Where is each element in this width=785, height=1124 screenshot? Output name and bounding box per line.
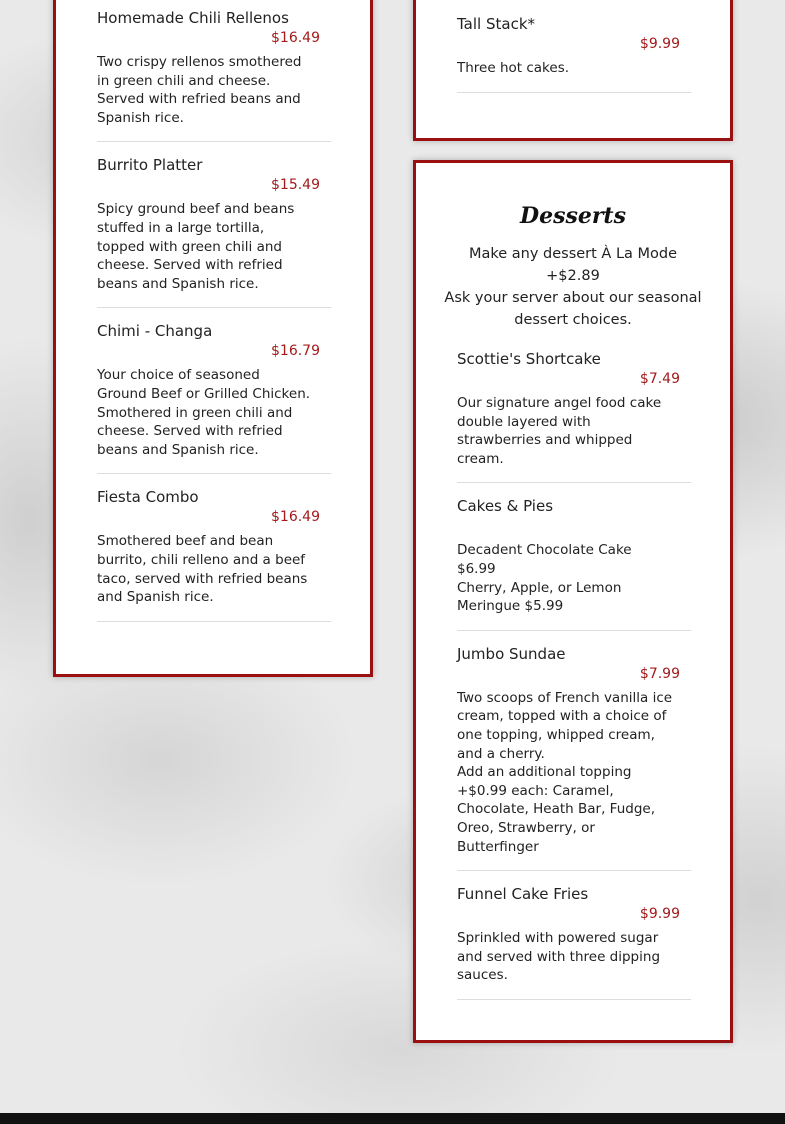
item-name: Fiesta Combo [97,488,199,507]
description-line: Two scoops of French vanilla ice cream, topped with a choice of one topping, whipped cream, and a cherry. [457,689,673,762]
item-description [457,689,691,856]
item-name: Homemade Chili Rellenos [97,9,289,27]
menu-item-list [457,14,691,106]
menu-item [457,644,691,871]
item-description: Three hot cakes. [457,60,570,76]
menu-item [457,349,691,483]
item-description: Spicy ground beef and beans stuffed in a large tortilla, topped with green chili and cheese. Served with refried beans and Spanish rice. [97,201,295,292]
item-description [457,541,691,615]
item-description: Two crispy rellenos smothered in green chili and cheese. Served with refried beans and Spanish rice. [97,54,302,126]
menu-item [457,884,691,1000]
menu-item [457,14,691,93]
note-line: Make any dessert À La Mode +$2.89 [468,246,678,284]
menu-item [97,155,331,308]
menu-item-list [457,349,691,1013]
item-description: Our signature angel food cake double layered with strawberries and whipped cream. [457,395,662,467]
menu-item [457,496,691,630]
description-line: Add an additional topping +$0.99 each: Caramel, Chocolate, Heath Bar, Fudge, Oreo, Strawberry, or Butterfinger [457,764,655,855]
desserts-card [413,160,733,1043]
menu-item [97,8,331,142]
item-name: Chimi - Changa [97,322,213,341]
item-price: $16.49 [271,30,320,46]
section-note [444,243,702,331]
menu-card-right-top [413,0,733,141]
menu-card-left [53,0,373,677]
item-description: Sprinkled with powered sugar and served with three dipping sauces. [457,930,661,984]
item-price: $15.49 [271,177,320,194]
section-title: Desserts [520,203,626,229]
menu-item [97,321,331,474]
description-line: Cherry, Apple, or Lemon Meringue $5.99 [457,579,622,615]
menu-item [97,487,331,621]
item-price: $9.99 [639,36,680,52]
item-name: Cakes & Pies [457,497,554,516]
footer-bar [0,1113,785,1124]
menu-item-list [97,8,331,635]
item-name: Tall Stack* [457,15,536,33]
item-name: Funnel Cake Fries [457,885,589,904]
item-description: Smothered beef and bean burrito, chili relleno and a beef taco, served with refried beans and Spanish rice. [97,533,308,606]
price-spacer [457,516,691,536]
item-name: Burrito Platter [97,156,203,175]
item-price: $16.49 [271,509,320,526]
item-price: $7.99 [639,665,680,682]
item-price: $9.99 [639,906,680,923]
note-line: Ask your server about our seasonal dessert choices. [444,290,702,328]
item-price: $7.49 [639,371,680,387]
item-description: Your choice of seasoned Ground Beef or Grilled Chicken. Smothered in green chili and cheese. Served with refried beans and Spanish rice. [97,367,311,458]
item-price: $16.79 [271,343,320,360]
item-name: Jumbo Sundae [457,644,566,663]
description-line: Decadent Chocolate Cake $6.99 [457,542,632,577]
item-name: Scottie's Shortcake [457,350,601,368]
